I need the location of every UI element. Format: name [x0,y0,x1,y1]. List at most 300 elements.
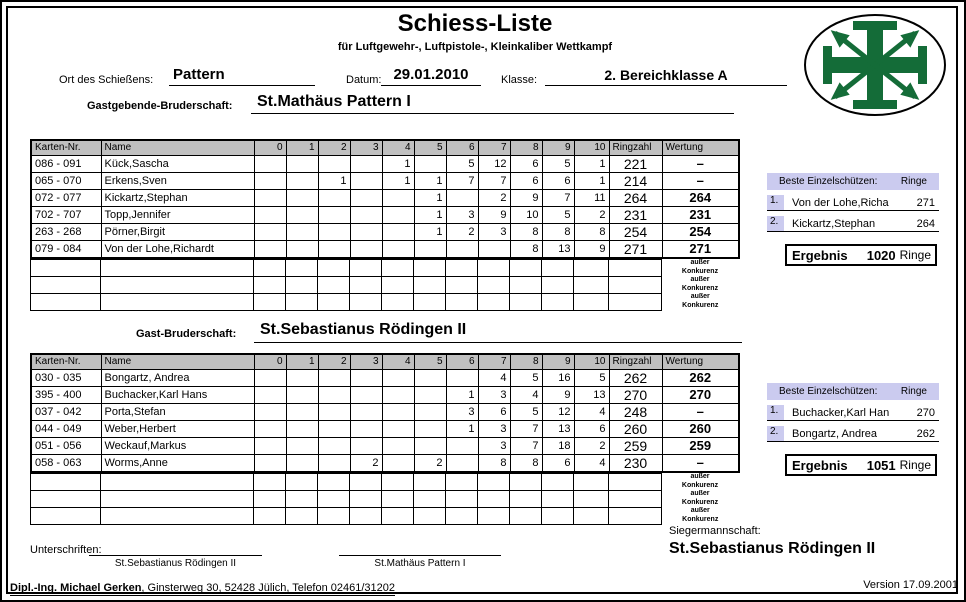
column-header: 2 [318,140,350,155]
empty-cell [101,293,254,310]
winner-value: St.Sebastianus Rödingen II [669,540,876,557]
best-shooter-row [767,426,939,442]
best-shooters-header [767,173,939,190]
shooter-name-cell: Worms,Anne [101,454,254,472]
shooter-row [31,206,739,223]
empty-cell [478,259,510,276]
empty-cell [350,276,382,293]
score-cell [286,369,318,386]
score-cell: 4 [574,454,609,472]
score-cell: 6 [510,155,542,172]
score-cell: 4 [574,403,609,420]
score-cell [350,437,382,454]
score-cell [382,240,414,258]
score-cell: 9 [510,189,542,206]
empty-cell [254,507,286,524]
guest-club-value: St.Sebastianus Rödingen II [254,318,742,343]
shooter-row [31,454,739,472]
empty-cell [31,490,101,507]
ausser-konkurenz-note [662,259,739,276]
empty-cell [286,293,318,310]
guest-best-shooters-panel [767,383,939,476]
datum-label: Datum: [346,74,382,86]
score-cell: 5 [542,155,574,172]
empty-cell [609,490,662,507]
ringzahl-cell: 230 [609,454,662,472]
shooter-name-cell: Weckauf,Markus [101,437,254,454]
empty-cell [542,259,574,276]
empty-cell [542,276,574,293]
klasse-value: 2. Bereichklasse A [545,65,787,86]
score-cell [414,437,446,454]
wertung-cell: 231 [662,206,739,223]
score-cell [382,189,414,206]
score-cell [318,403,350,420]
empty-cell [350,473,382,490]
score-cell: 5 [446,155,478,172]
empty-cell [318,507,350,524]
score-cell [286,420,318,437]
score-cell: 7 [446,172,478,189]
empty-cell [542,490,574,507]
score-cell [254,437,286,454]
empty-cell [446,259,478,276]
shooter-name-cell: Porta,Stefan [101,403,254,420]
empty-cell [254,259,286,276]
score-cell [382,206,414,223]
column-header: Wertung [662,140,739,155]
score-cell: 8 [510,223,542,240]
score-cell: 12 [478,155,510,172]
score-cell [254,454,286,472]
empty-cell [286,259,318,276]
score-cell: 4 [478,369,510,386]
signature-caption-guest: St.Sebastianus Rödingen II [114,558,237,569]
empty-cell [286,507,318,524]
empty-cell [350,259,382,276]
score-cell: 2 [574,437,609,454]
ringzahl-cell: 248 [609,403,662,420]
score-cell: 3 [478,420,510,437]
column-header: 9 [542,354,574,369]
klasse-label: Klasse: [501,74,538,86]
best-name: Kickartz,Stephan [792,217,876,230]
column-header: Name [101,140,254,155]
score-cell [446,454,478,472]
score-cell: 6 [574,420,609,437]
score-cell: 6 [478,403,510,420]
empty-cell [574,293,609,310]
score-cell: 1 [382,172,414,189]
shooter-name-cell: Kickartz,Stephan [101,189,254,206]
score-cell: 9 [478,206,510,223]
score-cell: 7 [510,437,542,454]
column-header: 0 [254,140,286,155]
score-cell [318,206,350,223]
score-cell [286,189,318,206]
score-cell: 8 [574,223,609,240]
score-cell: 5 [574,369,609,386]
column-header: 7 [478,354,510,369]
empty-cell [574,259,609,276]
column-header: 8 [510,354,542,369]
result-label: Ergebnis [792,247,848,263]
ausser-konkurenz-note [662,490,739,507]
empty-cell [414,259,446,276]
score-cell [318,437,350,454]
ausser-line: außer [690,293,710,301]
score-cell: 1 [414,206,446,223]
score-cell [286,172,318,189]
signature-caption-host: St.Mathäus Pattern I [374,558,466,569]
empty-cell [446,490,478,507]
score-cell: 4 [510,386,542,403]
empty-cell [414,507,446,524]
card-number-cell: 079 - 084 [31,240,101,258]
score-cell [350,223,382,240]
empty-cell [446,276,478,293]
score-cell: 3 [478,437,510,454]
guest-score-table-empty [30,473,739,525]
score-cell: 1 [574,155,609,172]
best-rings: 271 [916,196,935,209]
score-cell: 13 [542,240,574,258]
score-cell: 2 [350,454,382,472]
score-cell: 6 [510,172,542,189]
empty-cell [382,490,414,507]
score-cell [350,155,382,172]
empty-cell [382,259,414,276]
empty-cell [382,276,414,293]
empty-cell [101,276,254,293]
card-number-cell: 058 - 063 [31,454,101,472]
empty-row [31,276,739,293]
column-header: 10 [574,140,609,155]
score-cell [286,454,318,472]
score-cell [382,386,414,403]
score-cell: 7 [478,172,510,189]
empty-cell [478,293,510,310]
card-number-cell: 051 - 056 [31,437,101,454]
shooter-row [31,172,739,189]
score-cell [254,403,286,420]
host-best-shooters-panel [767,173,939,266]
shooter-row [31,403,739,420]
wertung-cell: 254 [662,223,739,240]
column-header: Karten-Nr. [31,140,101,155]
shooter-name-cell: Erkens,Sven [101,172,254,189]
empty-cell [31,259,101,276]
ringzahl-cell: 271 [609,240,662,258]
best-shooter-row [767,405,939,421]
score-cell: 7 [542,189,574,206]
empty-cell [254,473,286,490]
best-shooters-header [767,383,939,400]
empty-cell [254,490,286,507]
card-number-cell: 072 - 077 [31,189,101,206]
score-cell [350,240,382,258]
ausser-konkurenz-note [662,293,739,310]
guest-score-table [30,353,740,525]
score-cell [350,189,382,206]
ringzahl-cell: 231 [609,206,662,223]
shooter-row [31,240,739,258]
empty-row [31,473,739,490]
score-cell: 2 [414,454,446,472]
wertung-cell: 262 [662,369,739,386]
empty-cell [31,276,101,293]
score-cell [318,369,350,386]
score-cell [286,240,318,258]
score-cell [254,172,286,189]
best-rank: 1. [767,405,784,420]
score-cell [446,369,478,386]
score-cell: 1 [318,172,350,189]
ort-value: Pattern [169,64,315,86]
score-cell: 13 [542,420,574,437]
shooter-row [31,223,739,240]
score-cell [414,369,446,386]
score-cell [286,155,318,172]
empty-cell [609,276,662,293]
shooter-name-cell: Kück,Sascha [101,155,254,172]
shooter-name-cell: Von der Lohe,Richardt [101,240,254,258]
score-cell: 2 [446,223,478,240]
shooter-row [31,386,739,403]
score-cell [254,155,286,172]
host-score-table-filled [30,139,740,259]
score-cell [254,223,286,240]
score-cell [286,206,318,223]
score-cell: 1 [414,223,446,240]
wertung-cell: – [662,172,739,189]
best-shooters-unit: Ringe [900,176,927,187]
empty-cell [446,473,478,490]
empty-cell [478,276,510,293]
score-cell [254,240,286,258]
score-cell [318,240,350,258]
best-rings: 270 [916,406,935,419]
score-cell [350,403,382,420]
score-cell: 10 [510,206,542,223]
best-rank: 2. [767,426,784,441]
score-cell [382,369,414,386]
empty-cell [609,293,662,310]
score-cell: 8 [510,454,542,472]
column-header: Ringzahl [609,140,662,155]
score-cell [286,386,318,403]
signatures-label: Unterschriften: [30,544,102,556]
ausser-line: außer [690,507,710,515]
score-cell [478,240,510,258]
empty-cell [542,293,574,310]
empty-cell [574,276,609,293]
column-header: 0 [254,354,286,369]
shooter-name-cell: Weber,Herbert [101,420,254,437]
score-cell: 1 [414,189,446,206]
score-cell: 7 [510,420,542,437]
score-cell: 8 [510,240,542,258]
ausser-line: außer [690,473,710,481]
column-header: 1 [286,140,318,155]
score-cell: 5 [542,206,574,223]
empty-cell [101,473,254,490]
score-cell [446,240,478,258]
score-cell [414,420,446,437]
ort-label: Ort des Schießens: [59,74,154,86]
card-number-cell: 044 - 049 [31,420,101,437]
konkurenz-line: Konkurenz [681,267,719,275]
shooter-row [31,155,739,172]
ausser-konkurenz-note [662,276,739,293]
konkurenz-line: Konkurenz [681,284,719,292]
best-rings: 264 [916,217,935,230]
best-rank: 1. [767,195,784,210]
score-cell [254,420,286,437]
score-cell: 1 [574,172,609,189]
ausser-konkurenz-note [662,507,739,524]
empty-cell [542,507,574,524]
empty-cell [414,293,446,310]
host-score-table-empty [30,259,739,311]
empty-cell [382,507,414,524]
best-shooter-row [767,216,939,232]
ausser-line: außer [690,259,710,267]
score-cell [318,386,350,403]
empty-cell [478,507,510,524]
column-header: 1 [286,354,318,369]
score-cell: 3 [478,386,510,403]
score-cell [446,189,478,206]
empty-row [31,490,739,507]
column-header: 4 [382,140,414,155]
column-header: 3 [350,140,382,155]
card-number-cell: 030 - 035 [31,369,101,386]
host-score-table [30,139,740,311]
score-cell: 1 [446,420,478,437]
score-cell [286,437,318,454]
score-cell [350,172,382,189]
empty-cell [574,473,609,490]
host-result-box [785,244,937,266]
table-header-row [31,140,739,155]
empty-cell [286,473,318,490]
ringzahl-cell: 260 [609,420,662,437]
best-rings: 262 [916,427,935,440]
ausser-line: außer [690,276,710,284]
column-header: Ringzahl [609,354,662,369]
score-cell [414,403,446,420]
column-header: 3 [350,354,382,369]
footer-author-address: , Ginsterweg 30, 52428 Jülich, Telefon 02461/31202 [141,582,396,594]
empty-cell [510,507,542,524]
club-logo [803,13,948,122]
score-cell: 3 [478,223,510,240]
best-name: Von der Lohe,Richa [792,196,889,209]
best-shooters-title: Beste Einzelschützen: [779,176,878,187]
score-cell: 9 [574,240,609,258]
shooter-name-cell: Bongartz, Andrea [101,369,254,386]
datum-value: 29.01.2010 [381,64,481,86]
guest-score-table-filled [30,353,740,473]
score-cell: 13 [574,386,609,403]
best-name: Bongartz, Andrea [792,427,878,440]
page-title: Schiess-Liste [397,10,553,37]
score-cell [318,454,350,472]
empty-cell [609,473,662,490]
column-header: 10 [574,354,609,369]
empty-row [31,259,739,276]
score-cell: 5 [510,403,542,420]
score-cell: 1 [382,155,414,172]
empty-cell [510,276,542,293]
score-cell: 5 [510,369,542,386]
empty-cell [574,507,609,524]
column-header: 4 [382,354,414,369]
ringzahl-cell: 259 [609,437,662,454]
result-unit: Ringe [899,458,931,472]
shooter-name-cell: Pörner,Birgit [101,223,254,240]
empty-cell [318,473,350,490]
result-value: 1051 [866,457,896,473]
score-cell [254,206,286,223]
empty-cell [446,507,478,524]
wertung-cell: – [662,403,739,420]
column-header: 5 [414,354,446,369]
host-club-label: Gastgebende-Bruderschaft: [87,100,233,112]
empty-cell [446,293,478,310]
ringzahl-cell: 262 [609,369,662,386]
page-subtitle: für Luftgewehr-, Luftpistole-, Kleinkaliber Wettkampf [337,41,613,53]
footer-author-name: Dipl.-Ing. Michael Gerken [10,582,142,594]
empty-cell [286,490,318,507]
score-cell: 2 [574,206,609,223]
shooter-row [31,369,739,386]
score-cell [350,386,382,403]
column-header: 9 [542,140,574,155]
wertung-cell: 260 [662,420,739,437]
best-name: Buchacker,Karl Han [792,406,890,419]
score-cell: 9 [542,386,574,403]
empty-cell [318,490,350,507]
score-cell [414,386,446,403]
empty-cell [101,490,254,507]
ausser-konkurenz-note [662,473,739,490]
empty-cell [101,507,254,524]
empty-cell [510,259,542,276]
empty-cell [609,507,662,524]
empty-cell [382,293,414,310]
empty-cell [510,293,542,310]
empty-cell [414,490,446,507]
score-cell [318,189,350,206]
column-header: 7 [478,140,510,155]
score-cell [382,420,414,437]
shooter-name-cell: Topp,Jennifer [101,206,254,223]
empty-cell [510,490,542,507]
column-header: 2 [318,354,350,369]
best-shooter-row [767,195,939,211]
score-cell: 16 [542,369,574,386]
footer-author [10,578,395,596]
score-cell: 8 [542,223,574,240]
wertung-cell: – [662,454,739,472]
best-rank: 2. [767,216,784,231]
host-club-value: St.Mathäus Pattern I [251,90,734,114]
wertung-cell: – [662,155,739,172]
column-header: Name [101,354,254,369]
guest-result-box [785,454,937,476]
